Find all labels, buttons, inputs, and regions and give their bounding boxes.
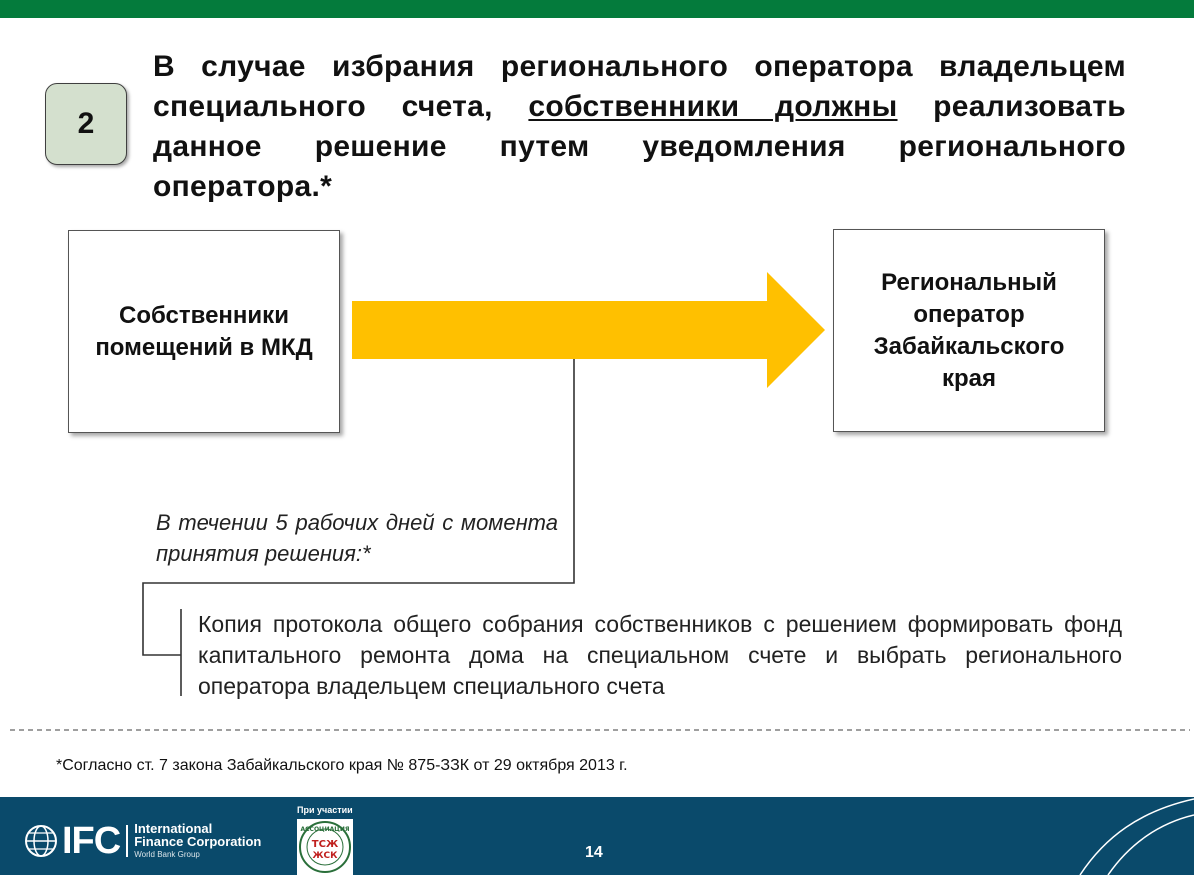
headline-part-2: реализовать данное решение путем уведомления регионального оператора.*	[153, 90, 1126, 203]
required-document-text: Копия протокола общего собрания собственников с решением формировать фонд капитального ремонта дома на специальном счете и выбрать регионального оператора владельцем специального счета	[198, 611, 1122, 699]
partner-logo-line-3: ЖСК	[312, 851, 338, 861]
participation-label: При участии	[297, 805, 353, 815]
partner-logo-line-1: АССОЦИАЦИЯ	[300, 826, 350, 833]
headline-part-1: В случае избрания регионального оператора владельцем специального счета,	[153, 50, 1126, 123]
association-emblem-icon	[297, 819, 353, 875]
partner-association-logo	[297, 819, 353, 875]
partner-logo-line-2: ТСЖ	[311, 839, 339, 850]
headline-underlined: собственники должны	[528, 90, 898, 123]
globe-icon	[24, 824, 58, 858]
footnote: *Согласно ст. 7 закона Забайкальского края № 875-ЗЗК от 29 октября 2013 г.	[56, 757, 628, 774]
ifc-name-line-2: Finance Corporation	[134, 833, 262, 849]
regional-operator-box	[833, 229, 1105, 432]
owners-box-label: Собственники помещений в МКД	[95, 301, 313, 361]
page-number: 14	[585, 844, 603, 861]
owners-box	[68, 230, 340, 433]
ifc-letters: IFC	[62, 819, 121, 862]
footer-swoosh-decoration	[1060, 797, 1194, 875]
footer-bar	[0, 797, 1194, 875]
regional-operator-box-label: Региональный оператор Забайкальского края	[873, 268, 1065, 392]
ifc-logo	[24, 819, 262, 862]
ifc-group: World Bank Group	[134, 849, 200, 859]
step-number: 2	[77, 107, 95, 140]
ifc-separator	[126, 825, 128, 857]
flow-arrow	[352, 272, 825, 388]
timing-note: В течении 5 рабочих дней с момента принятия решения:*	[156, 510, 558, 566]
ifc-name-block	[134, 822, 261, 861]
ifc-name-line-1: International	[134, 820, 213, 836]
